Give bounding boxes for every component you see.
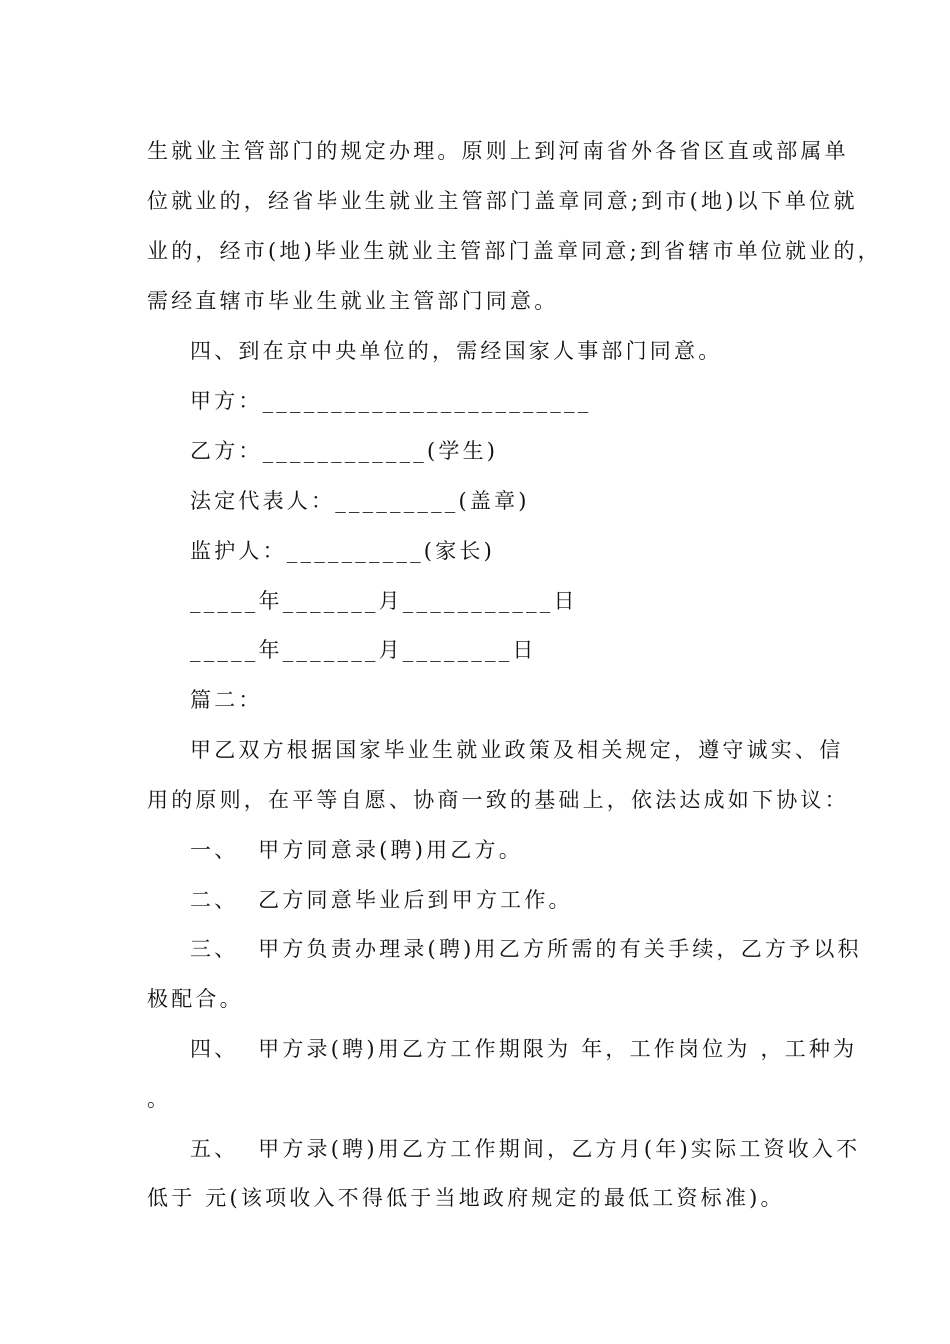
clause-line: 二、 乙方同意毕业后到甲方工作。 (190, 888, 573, 912)
paragraph-line: 位就业的，经省毕业生就业主管部门盖章同意;到市(地)以下单位就 (147, 189, 858, 213)
legal-representative-line: 法定代表人：_________(盖章) (190, 489, 530, 513)
date-line: _____年_______月________日 (190, 638, 537, 662)
clause-line: 四、 甲方录(聘)用乙方工作期限为 年，工作岗位为 ，工种为 (190, 1037, 858, 1061)
clause-line: 三、 甲方负责办理录(聘)用乙方所需的有关手续，乙方予以积 (190, 937, 862, 961)
party-b-line: 乙方：____________(学生) (190, 439, 499, 463)
clause-line: 低于 元(该项收入不得低于当地政府规定的最低工资标准)。 (147, 1186, 785, 1210)
paragraph-line: 四、到在京中央单位的，需经国家人事部门同意。 (190, 339, 723, 363)
paragraph-line: 用的原则，在平等自愿、协商一致的基础上，依法达成如下协议： (147, 788, 849, 812)
clause-line: 五、 甲方录(聘)用乙方工作期间，乙方月(年)实际工资收入不 (190, 1137, 861, 1161)
guardian-line: 监护人：__________(家长) (190, 539, 495, 563)
paragraph-line: 生就业主管部门的规定办理。原则上到河南省外各省区直或部属单 (147, 139, 849, 163)
paragraph-line: 业的，经市(地)毕业生就业主管部门盖章同意;到省辖市单位就业的， (147, 239, 882, 263)
clause-line: 极配合。 (147, 987, 244, 1011)
clause-line: 一、 甲方同意录(聘)用乙方。 (190, 838, 523, 862)
section-heading: 篇二： (190, 688, 263, 712)
paragraph-line: 需经直辖市毕业生就业主管部门同意。 (147, 289, 559, 313)
paragraph-line: 甲乙双方根据国家毕业生就业政策及相关规定，遵守诚实、信 (190, 738, 844, 762)
clause-line: 。 (147, 1087, 172, 1111)
date-line: _____年_______月___________日 (190, 589, 578, 613)
party-a-line: 甲方：________________________ (190, 389, 592, 413)
